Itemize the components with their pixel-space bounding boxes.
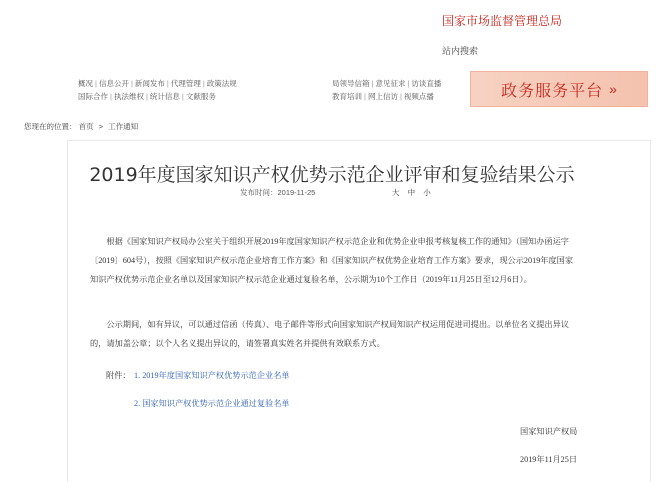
font-size-medium-button[interactable]: 中 [407, 188, 416, 197]
publish-time: 发布时间：2019-11-25 [240, 188, 316, 197]
gov-service-platform-button[interactable] [470, 71, 648, 107]
attachment-link-1[interactable]: 1. 2019年度国家知识产权优势示范企业名单 [134, 371, 290, 380]
signature-organization: 国家知识产权局 [520, 427, 578, 436]
nav-row-1: 概况 | 信息公开 | 新闻发布 | 代理管理 | 政策法规 [78, 79, 237, 88]
nav-news-release[interactable]: 新闻发布 [134, 79, 165, 88]
nav-interview-live[interactable]: 访谈直播 [411, 79, 442, 88]
site-search-link[interactable]: 站内搜索 [442, 46, 479, 56]
nav-info-disclosure[interactable]: 信息公开 [98, 79, 129, 88]
nav-video-on-demand[interactable]: 视频点播 [403, 92, 434, 101]
nav-statistics[interactable]: 统计信息 [149, 92, 180, 101]
article-paragraph-1: 根据《国家知识产权局办公室关于组织开展2019年度国家知识产权示范企业和优势企业申报考核复核工作的通知》（国知办函运字〔2019〕604号），按照《国家知识产权示范企业培育工作方案》和《国家知识产权优势企业培育工作方案》要求，现公示2019年度国家知识产权优势示范企业名单以及国家知识产权示范企业通过复验名单，公示期为10个工作日（2019年11月25日至12月6日）。 [90, 237, 574, 284]
breadcrumb [24, 121, 138, 132]
nav-row-1: 局领导信箱 | 意见征求 | 访谈直播 [332, 79, 442, 88]
nav-leader-mailbox[interactable]: 局领导信箱 [332, 79, 370, 88]
font-size-controls [392, 187, 437, 198]
breadcrumb-current[interactable]: 工作通知 [108, 122, 139, 131]
nav-literature-service[interactable]: 文献服务 [185, 92, 216, 101]
article-paragraph-2: 公示期间，如有异议，可以通过信函（传真）、电子邮件等形式向国家知识产权局知识产权运用促进司提出。以单位名义提出异议的，请加盖公章；以个人名义提出异议的，请签署真实姓名并提供有效联系方式。 [90, 320, 569, 348]
nav-online-petition[interactable]: 网上信访 [367, 92, 398, 101]
nav-agent-management[interactable]: 代理管理 [170, 79, 201, 88]
nav-policy-regulations[interactable]: 政策法规 [206, 79, 237, 88]
nav-row-2: 国际合作 | 执法维权 | 统计信息 | 文献服务 [78, 92, 216, 101]
nav-overview[interactable]: 概况 [78, 79, 93, 88]
signature-date: 2019年11月25日 [520, 455, 578, 464]
double-chevron-right-icon: » [609, 81, 617, 97]
nav-row-2: 教育培训 | 网上信访 | 视频点播 [332, 92, 434, 101]
breadcrumb-prefix: 您现在的位置： [24, 122, 77, 131]
nav-enforcement[interactable]: 执法维权 [113, 92, 144, 101]
font-size-small-button[interactable]: 小 [423, 188, 431, 197]
platform-label: 政务服务平台 [501, 82, 604, 100]
nav-education-training[interactable]: 教育培训 [332, 92, 362, 101]
main-nav-right [332, 77, 441, 103]
breadcrumb-separator: > [98, 122, 104, 131]
attachment-label: 附件： [106, 371, 131, 380]
page-title: 2019年度国家知识产权优势示范企业评审和复验结果公示 [89, 164, 575, 186]
font-size-large-button[interactable]: 大 [392, 188, 400, 197]
breadcrumb-home[interactable]: 首页 [78, 122, 94, 131]
nav-international-cooperation[interactable]: 国际合作 [78, 92, 108, 101]
agency-name: 国家市场监督管理总局 [442, 14, 563, 28]
nav-opinion-solicitation[interactable]: 意见征求 [375, 79, 406, 88]
main-nav-left [78, 77, 237, 103]
attachment-link-2[interactable]: 2. 国家知识产权优势示范企业通过复验名单 [134, 399, 290, 408]
